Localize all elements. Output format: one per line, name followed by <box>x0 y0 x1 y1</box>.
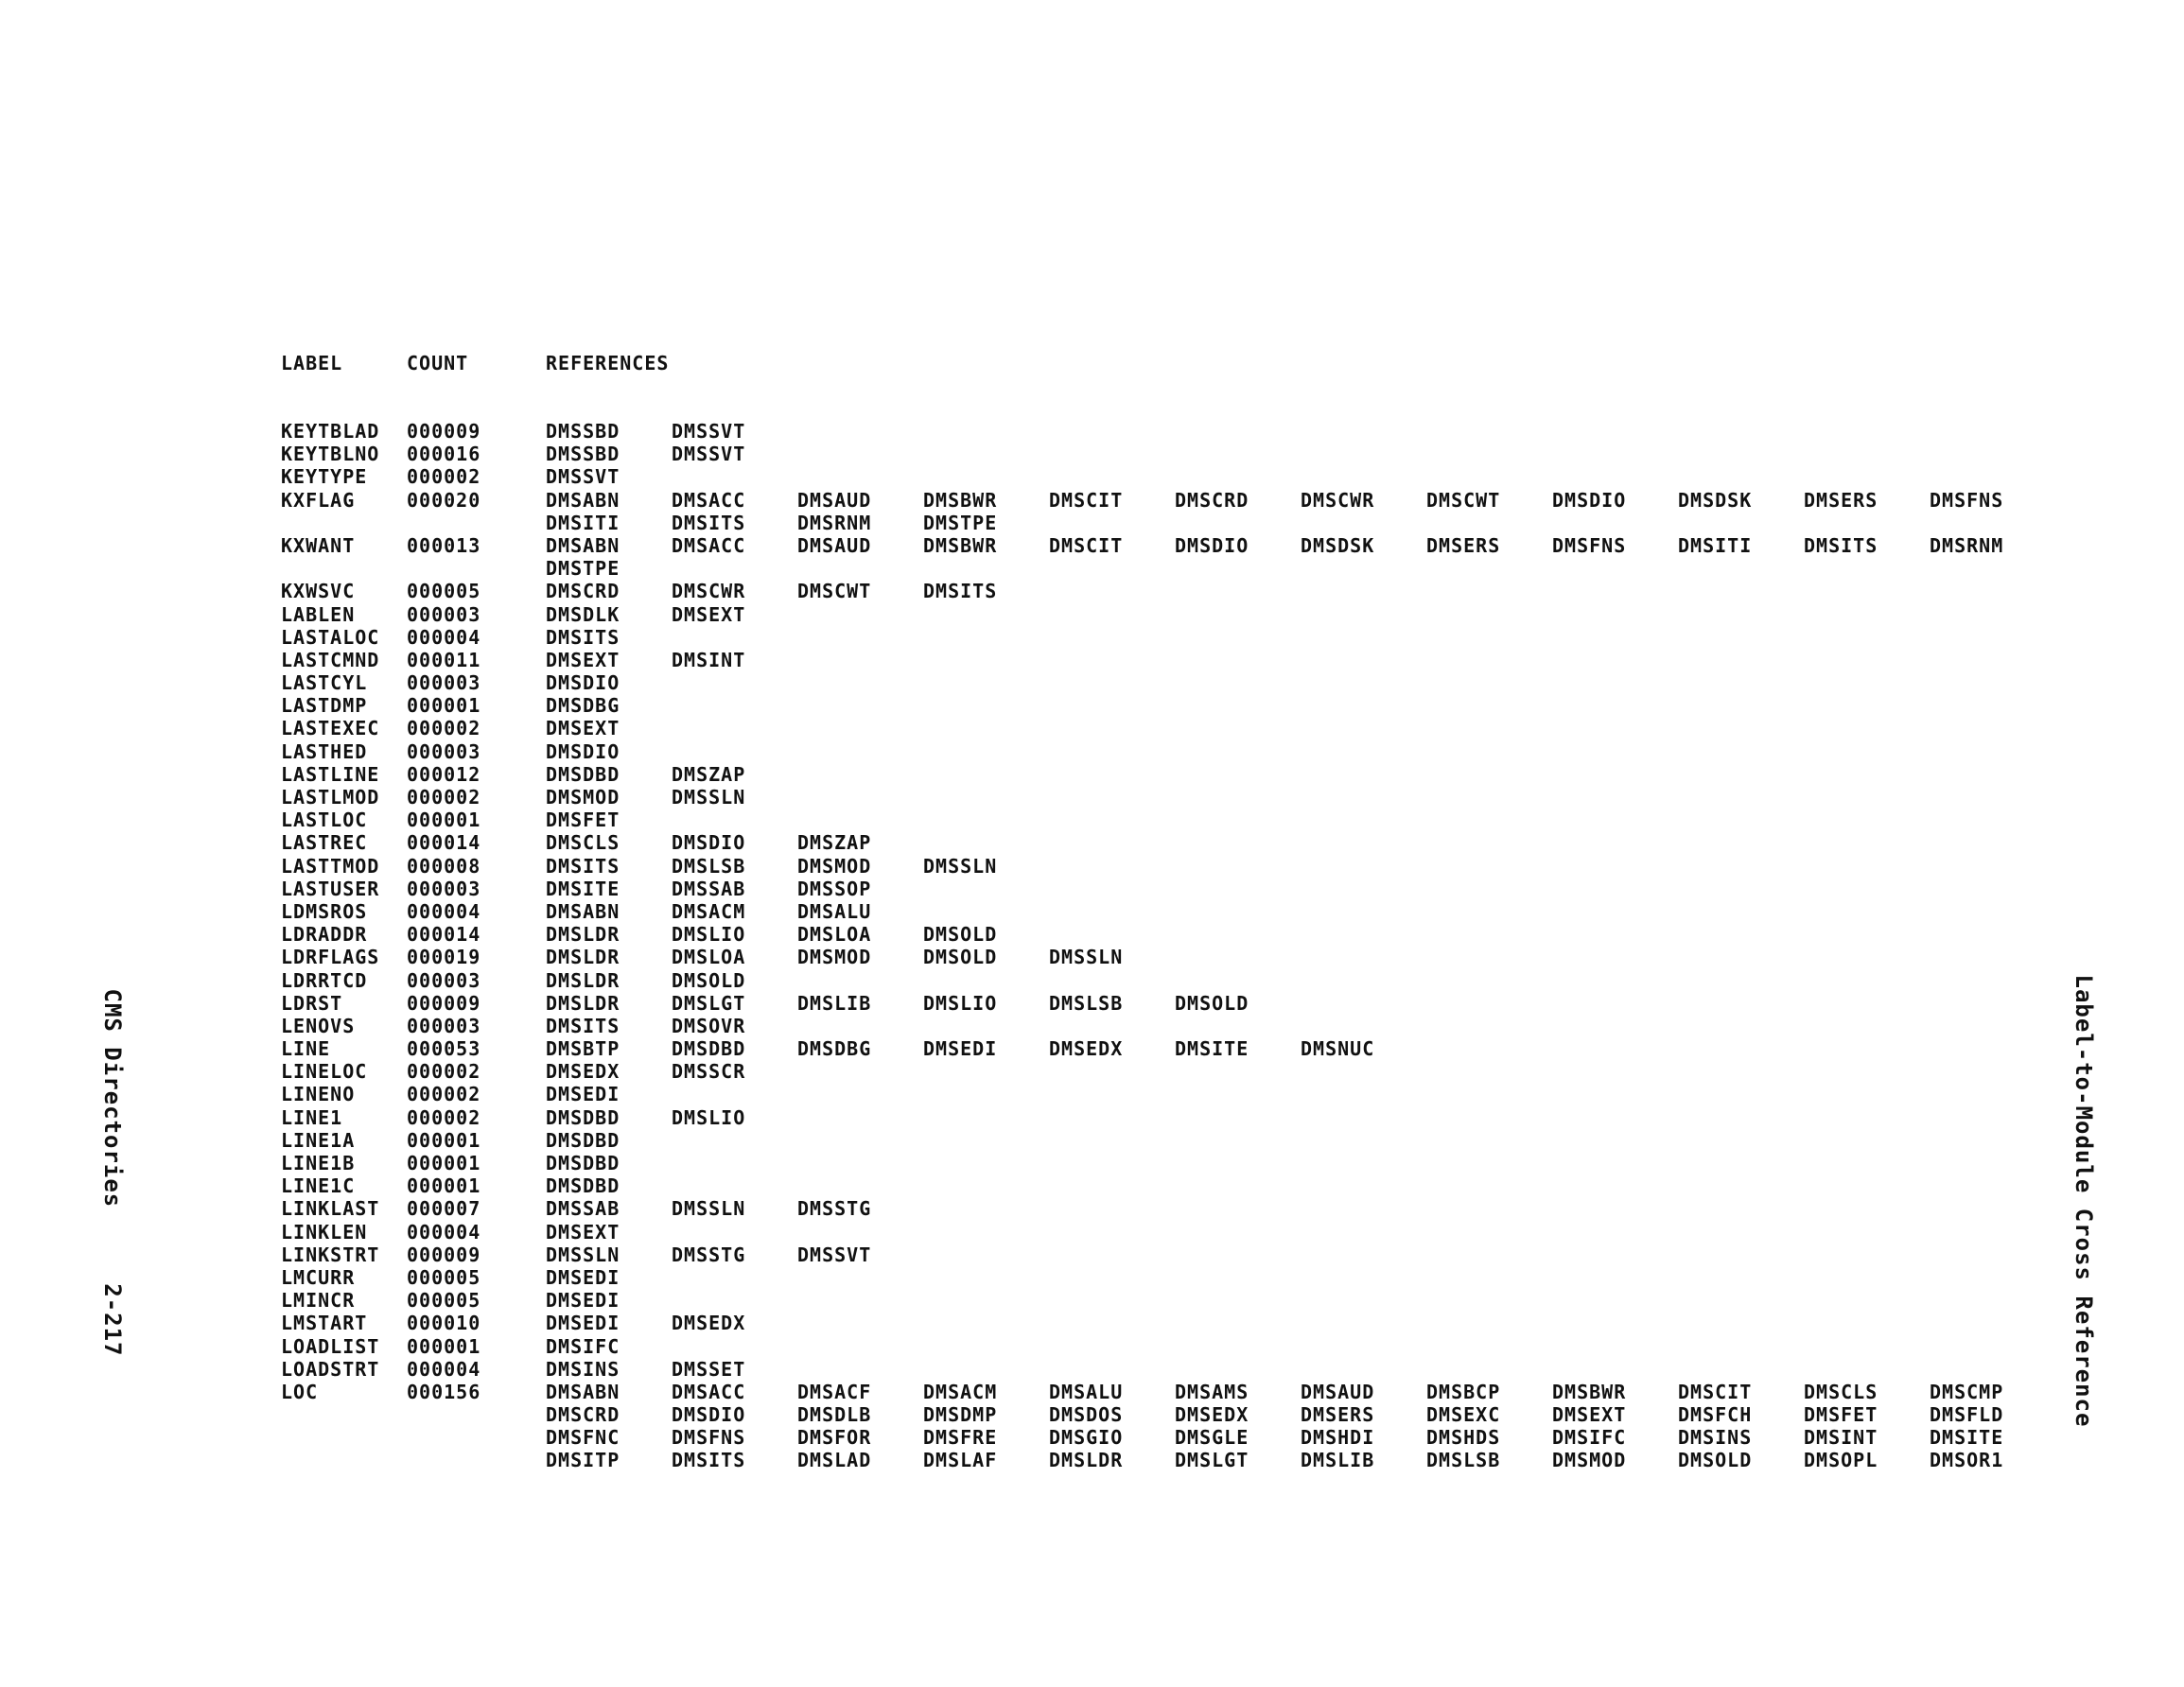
label-cell: LDRFLAGS <box>281 946 380 969</box>
count-cell: 000004 <box>407 625 481 649</box>
module-reference: DMSDIO <box>672 1403 746 1427</box>
count-cell: 000004 <box>407 1220 481 1244</box>
module-reference: DMSBCP <box>1426 1380 1501 1403</box>
module-reference: DMSEDI <box>546 1289 620 1313</box>
label-cell: KXWSVC <box>281 580 356 603</box>
module-reference: DMSHDI <box>1301 1426 1375 1450</box>
module-reference: DMSSTG <box>672 1243 746 1266</box>
module-reference: DMSERS <box>1804 488 1878 512</box>
module-reference: DMSEDX <box>1049 1037 1124 1061</box>
module-reference: DMSZAP <box>672 762 746 786</box>
label-cell: LINE1A <box>281 1128 356 1152</box>
module-reference: DMSERS <box>1301 1403 1375 1427</box>
count-cell: 000013 <box>407 533 481 557</box>
module-reference: DMSFET <box>1804 1403 1878 1427</box>
count-cell: 000009 <box>407 1243 481 1266</box>
module-reference: DMSEDI <box>546 1312 620 1335</box>
module-reference: DMSMOD <box>797 854 872 878</box>
module-reference: DMSLIB <box>797 991 872 1015</box>
module-reference: DMSOLD <box>923 923 998 947</box>
module-reference: DMSOLD <box>923 946 998 969</box>
count-cell: 000003 <box>407 739 481 763</box>
module-reference: DMSRNM <box>1930 533 2004 557</box>
module-reference: DMSEXT <box>546 648 620 671</box>
count-cell: 000005 <box>407 1289 481 1313</box>
label-cell: LINKLEN <box>281 1220 368 1244</box>
module-reference: DMSABN <box>546 533 620 557</box>
module-reference: DMSITS <box>1804 533 1878 557</box>
module-reference: DMSSET <box>672 1357 746 1381</box>
label-cell: LASTHED <box>281 739 368 763</box>
count-cell: 000001 <box>407 694 481 718</box>
label-cell: LASTALOC <box>281 625 380 649</box>
count-cell: 000019 <box>407 946 481 969</box>
label-cell: LDMSROS <box>281 899 368 923</box>
module-reference: DMSMOD <box>797 946 872 969</box>
count-cell: 000020 <box>407 488 481 512</box>
count-cell: 000003 <box>407 877 481 900</box>
label-cell: LABLEN <box>281 602 356 626</box>
module-reference: DMSACC <box>672 533 746 557</box>
count-cell: 000007 <box>407 1197 481 1221</box>
label-cell: LOADLIST <box>281 1334 380 1358</box>
count-column-header: COUNT <box>407 352 469 374</box>
module-reference: DMSABN <box>546 1380 620 1403</box>
label-cell: LASTLMOD <box>281 786 380 809</box>
module-reference: DMSDBD <box>546 1174 620 1198</box>
module-reference: DMSCIT <box>1678 1380 1753 1403</box>
module-reference: DMSHDS <box>1426 1426 1501 1450</box>
label-cell: KXFLAG <box>281 488 356 512</box>
label-cell: LDRST <box>281 991 343 1015</box>
module-reference: DMSDSK <box>1301 533 1375 557</box>
module-reference: DMSFCH <box>1678 1403 1753 1427</box>
module-reference: DMSSVT <box>797 1243 872 1266</box>
module-reference: DMSSBD <box>546 443 620 466</box>
label-cell: LASTCYL <box>281 671 368 695</box>
module-reference: DMSAMS <box>1175 1380 1249 1403</box>
module-reference: DMSTPE <box>546 557 620 581</box>
module-reference: DMSINT <box>1804 1426 1878 1450</box>
module-reference: DMSLIB <box>1301 1449 1375 1472</box>
module-reference: DMSNUC <box>1301 1037 1375 1061</box>
module-reference: DMSLIO <box>672 1105 746 1129</box>
module-reference: DMSBTP <box>546 1037 620 1061</box>
label-cell: LASTREC <box>281 831 368 855</box>
module-reference: DMSAUD <box>1301 1380 1375 1403</box>
label-cell: LMCURR <box>281 1265 356 1289</box>
module-reference: DMSSTG <box>797 1197 872 1221</box>
module-reference: DMSCWR <box>1301 488 1375 512</box>
module-reference: DMSSVT <box>546 465 620 489</box>
module-reference: DMSSLN <box>546 1243 620 1266</box>
module-reference: DMSCIT <box>1049 533 1124 557</box>
module-reference: DMSALU <box>1049 1380 1124 1403</box>
module-reference: DMSLAF <box>923 1449 998 1472</box>
module-reference: DMSLSB <box>1049 991 1124 1015</box>
module-reference: DMSEXT <box>546 717 620 740</box>
module-reference: DMSOR1 <box>1930 1449 2004 1472</box>
label-cell: LOADSTRT <box>281 1357 380 1381</box>
module-reference: DMSACM <box>923 1380 998 1403</box>
count-cell: 000002 <box>407 786 481 809</box>
module-reference: DMSTPE <box>923 511 998 534</box>
module-reference: DMSLDR <box>546 968 620 992</box>
module-reference: DMSEXT <box>672 602 746 626</box>
label-cell: LINENO <box>281 1083 356 1106</box>
module-reference: DMSOLD <box>672 968 746 992</box>
label-cell: LINE <box>281 1037 331 1061</box>
module-reference: DMSITE <box>546 877 620 900</box>
label-cell: LASTUSER <box>281 877 380 900</box>
label-cell: LASTLOC <box>281 809 368 832</box>
module-reference: DMSITS <box>546 625 620 649</box>
module-reference: DMSMOD <box>546 786 620 809</box>
count-cell: 000003 <box>407 1014 481 1037</box>
module-reference: DMSITP <box>546 1449 620 1472</box>
module-reference: DMSACC <box>672 1380 746 1403</box>
module-reference: DMSOLD <box>1175 991 1249 1015</box>
module-reference: DMSOLD <box>1678 1449 1753 1472</box>
module-reference: DMSITS <box>546 1014 620 1037</box>
module-reference: DMSFNC <box>546 1426 620 1450</box>
module-reference: DMSCRD <box>1175 488 1249 512</box>
module-reference: DMSSLN <box>1049 946 1124 969</box>
module-reference: DMSBWR <box>923 533 998 557</box>
module-reference: DMSSCR <box>672 1060 746 1084</box>
label-cell: LASTEXEC <box>281 717 380 740</box>
module-reference: DMSACF <box>797 1380 872 1403</box>
count-cell: 000010 <box>407 1312 481 1335</box>
module-reference: DMSFRE <box>923 1426 998 1450</box>
label-cell: LASTDMP <box>281 694 368 718</box>
count-cell: 000008 <box>407 854 481 878</box>
count-cell: 000014 <box>407 831 481 855</box>
module-reference: DMSEDI <box>546 1083 620 1106</box>
label-cell: KEYTYPE <box>281 465 368 489</box>
count-cell: 000002 <box>407 1083 481 1106</box>
count-cell: 000001 <box>407 809 481 832</box>
label-cell: LMSTART <box>281 1312 368 1335</box>
module-reference: DMSDBD <box>672 1037 746 1061</box>
module-reference: DMSLSB <box>1426 1449 1501 1472</box>
count-cell: 000003 <box>407 671 481 695</box>
count-cell: 000005 <box>407 580 481 603</box>
module-reference: DMSALU <box>797 899 872 923</box>
module-reference: DMSDIO <box>672 831 746 855</box>
module-reference: DMSLAD <box>797 1449 872 1472</box>
count-cell: 000001 <box>407 1152 481 1174</box>
count-cell: 000002 <box>407 1060 481 1084</box>
module-reference: DMSGLE <box>1175 1426 1249 1450</box>
module-reference: DMSSLN <box>923 854 998 878</box>
module-reference: DMSOPL <box>1804 1449 1878 1472</box>
count-cell: 000004 <box>407 899 481 923</box>
module-reference: DMSLDR <box>546 946 620 969</box>
count-cell: 000002 <box>407 717 481 740</box>
module-reference: DMSFNS <box>672 1426 746 1450</box>
module-reference: DMSFNS <box>1930 488 2004 512</box>
count-cell: 000009 <box>407 420 481 443</box>
module-reference: DMSCWT <box>797 580 872 603</box>
module-reference: DMSLIO <box>923 991 998 1015</box>
module-reference: DMSERS <box>1426 533 1501 557</box>
module-reference: DMSEDX <box>546 1060 620 1084</box>
module-reference: DMSINT <box>672 648 746 671</box>
module-reference: DMSCLS <box>1804 1380 1878 1403</box>
module-reference: DMSAUD <box>797 533 872 557</box>
module-reference: DMSDBD <box>546 762 620 786</box>
label-cell: LASTTMOD <box>281 854 380 878</box>
count-cell: 000011 <box>407 648 481 671</box>
module-reference: DMSCWT <box>1426 488 1501 512</box>
module-reference: DMSDSK <box>1678 488 1753 512</box>
count-cell: 000003 <box>407 602 481 626</box>
module-reference: DMSMOD <box>1552 1449 1627 1472</box>
module-reference: DMSCLS <box>546 831 620 855</box>
module-reference: DMSEXT <box>1552 1403 1627 1427</box>
module-reference: DMSLGT <box>672 991 746 1015</box>
label-cell: LINE1 <box>281 1105 343 1129</box>
module-reference: DMSDLB <box>797 1403 872 1427</box>
label-cell: KEYTBLAD <box>281 420 380 443</box>
module-reference: DMSITS <box>923 580 998 603</box>
module-reference: DMSABN <box>546 488 620 512</box>
label-cell: LDRADDR <box>281 923 368 947</box>
count-cell: 000003 <box>407 968 481 992</box>
module-reference: DMSLDR <box>546 991 620 1015</box>
module-reference: DMSEXC <box>1426 1403 1501 1427</box>
count-cell: 000001 <box>407 1128 481 1152</box>
module-reference: DMSLIO <box>672 923 746 947</box>
label-cell: LASTLINE <box>281 762 380 786</box>
module-reference: DMSEDX <box>1175 1403 1249 1427</box>
module-reference: DMSITE <box>1175 1037 1249 1061</box>
module-reference: DMSSVT <box>672 420 746 443</box>
label-cell: LINE1C <box>281 1174 356 1198</box>
module-reference: DMSFNS <box>1552 533 1627 557</box>
module-reference: DMSLSB <box>672 854 746 878</box>
module-reference: DMSSAB <box>672 877 746 900</box>
left-margin-title <box>99 989 126 1357</box>
module-reference: DMSABN <box>546 899 620 923</box>
module-reference: DMSITI <box>546 511 620 534</box>
module-reference: DMSZAP <box>797 831 872 855</box>
count-cell: 000004 <box>407 1357 481 1381</box>
module-reference: DMSDBD <box>546 1128 620 1152</box>
module-reference: DMSFLD <box>1930 1403 2004 1427</box>
count-cell: 000001 <box>407 1174 481 1198</box>
module-reference: DMSCRD <box>546 1403 620 1427</box>
right-margin-title <box>2070 975 2097 1428</box>
count-cell: 000005 <box>407 1265 481 1289</box>
page-number: 2-217 <box>99 1283 126 1357</box>
count-cell: 000016 <box>407 443 481 466</box>
count-cell: 000012 <box>407 762 481 786</box>
module-reference: DMSDLK <box>546 602 620 626</box>
module-reference: DMSEDI <box>923 1037 998 1061</box>
module-reference: DMSDIO <box>546 671 620 695</box>
label-cell: KEYTBLNO <box>281 443 380 466</box>
module-reference: DMSITS <box>672 511 746 534</box>
section-title: CMS Directories <box>99 988 126 1209</box>
module-reference: DMSDIO <box>1552 488 1627 512</box>
label-cell: LENOVS <box>281 1014 356 1037</box>
module-reference: DMSLDR <box>546 923 620 947</box>
module-reference: DMSAUD <box>797 488 872 512</box>
module-reference: DMSIFC <box>1552 1426 1627 1450</box>
module-reference: DMSBWR <box>923 488 998 512</box>
module-reference: DMSCRD <box>546 580 620 603</box>
label-cell: LASTCMND <box>281 648 380 671</box>
count-cell: 000009 <box>407 991 481 1015</box>
module-reference: DMSSOP <box>797 877 872 900</box>
label-cell: LOC <box>281 1380 319 1403</box>
module-reference: DMSINS <box>1678 1426 1753 1450</box>
count-cell: 000001 <box>407 1334 481 1358</box>
count-cell: 000002 <box>407 1105 481 1129</box>
label-cell: LINKSTRT <box>281 1243 380 1266</box>
module-reference: DMSIFC <box>546 1334 620 1358</box>
module-reference: DMSDMP <box>923 1403 998 1427</box>
module-reference: DMSSLN <box>672 786 746 809</box>
count-cell: 000053 <box>407 1037 481 1061</box>
label-cell: LINKLAST <box>281 1197 380 1221</box>
module-reference: DMSINS <box>546 1357 620 1381</box>
module-reference: DMSACM <box>672 899 746 923</box>
module-reference: DMSSAB <box>546 1197 620 1221</box>
module-reference: DMSACC <box>672 488 746 512</box>
module-reference: DMSDBG <box>797 1037 872 1061</box>
module-reference: DMSSBD <box>546 420 620 443</box>
module-reference: DMSDOS <box>1049 1403 1124 1427</box>
references-column-header: REFERENCES <box>546 352 670 374</box>
module-reference: DMSLGT <box>1175 1449 1249 1472</box>
label-cell: LDRRTCD <box>281 968 368 992</box>
module-reference: DMSOVR <box>672 1014 746 1037</box>
module-reference: DMSEXT <box>546 1220 620 1244</box>
module-reference: DMSEDI <box>546 1265 620 1289</box>
module-reference: DMSITS <box>546 854 620 878</box>
label-cell: LINELOC <box>281 1060 368 1084</box>
module-reference: DMSDBG <box>546 694 620 718</box>
count-cell: 000014 <box>407 923 481 947</box>
label-column-header: LABEL <box>281 352 343 374</box>
module-reference: DMSCWR <box>672 580 746 603</box>
label-cell: KXWANT <box>281 533 356 557</box>
module-reference: DMSSVT <box>672 443 746 466</box>
module-reference: DMSFET <box>546 809 620 832</box>
module-reference: DMSCMP <box>1930 1380 2004 1403</box>
module-reference: DMSLDR <box>1049 1449 1124 1472</box>
module-reference: DMSLOA <box>797 923 872 947</box>
module-reference: DMSITE <box>1930 1426 2004 1450</box>
module-reference: DMSDIO <box>546 739 620 763</box>
count-cell: 000156 <box>407 1380 481 1403</box>
label-cell: LINE1B <box>281 1152 356 1174</box>
chapter-title: Label-to-Module Cross Reference <box>2070 974 2097 1428</box>
module-reference: DMSITS <box>672 1449 746 1472</box>
module-reference: DMSDIO <box>1175 533 1249 557</box>
module-reference: DMSFOR <box>797 1426 872 1450</box>
module-reference: DMSEDX <box>672 1312 746 1335</box>
label-cell: LMINCR <box>281 1289 356 1313</box>
module-reference: DMSLOA <box>672 946 746 969</box>
count-cell: 000002 <box>407 465 481 489</box>
module-reference: DMSSLN <box>672 1197 746 1221</box>
module-reference: DMSCIT <box>1049 488 1124 512</box>
module-reference: DMSRNM <box>797 511 872 534</box>
module-reference: DMSBWR <box>1552 1380 1627 1403</box>
module-reference: DMSITI <box>1678 533 1753 557</box>
module-reference: DMSDBD <box>546 1152 620 1174</box>
module-reference: DMSDBD <box>546 1105 620 1129</box>
module-reference: DMSGIO <box>1049 1426 1124 1450</box>
